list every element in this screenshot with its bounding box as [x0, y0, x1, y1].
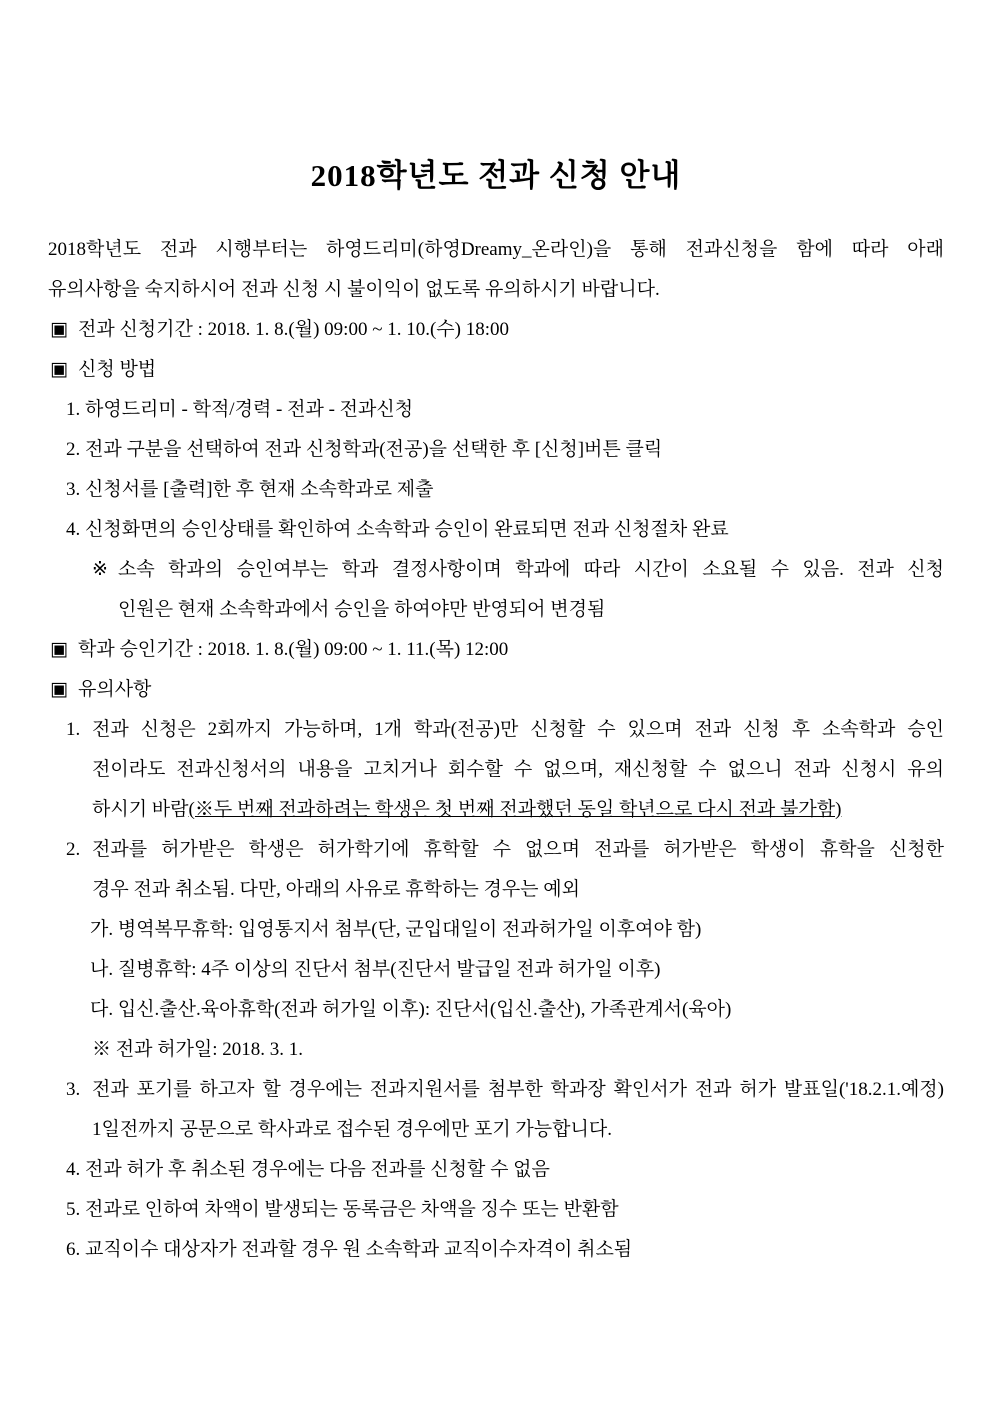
- method-heading: ▣ 신청 방법: [50, 359, 157, 380]
- method-item: 4. 신청화면의 승인상태를 확인하여 소속학과 승인이 완료되면 전과 신청절차 완료: [66, 519, 729, 540]
- caution-number: 3.: [66, 1079, 81, 1100]
- caution-number: 2.: [66, 839, 81, 860]
- intro-line: 2018학년도 전과 시행부터는 하영드리미(하영Dreamy_온라인)을 통해 전과신청을 함에 따라 아래: [48, 239, 944, 260]
- bullet-square-icon: ▣: [50, 679, 68, 700]
- approval-period: ▣ 학과 승인기간 : 2018. 1. 8.(월) 09:00 ~ 1. 11.(목) 12:00: [50, 639, 509, 660]
- caution-line: 전과 포기를 하고자 할 경우에는 전과지원서를 첨부한 학과장 확인서가 전과 허가 발표일('18.2.1.예정): [92, 1079, 944, 1100]
- caution-line: 경우 전과 취소됨. 다만, 아래의 사유로 휴학하는 경우는 예외: [92, 879, 580, 900]
- caution-line: 전이라도 전과신청서의 내용을 고치거나 회수할 수 없으며, 재신청할 수 없으니 전과 신청시 유의: [92, 759, 944, 780]
- caution-line: 전과 신청은 2회까지 가능하며, 1개 학과(전공)만 신청할 수 있으며 전과 신청 후 소속학과 승인: [92, 719, 944, 740]
- method-item: 3. 신청서를 [출력]한 후 현재 소속학과로 제출: [66, 479, 434, 500]
- intro-line: 유의사항을 숙지하시어 전과 신청 시 불이익이 없도록 유의하시기 바랍니다.: [48, 279, 660, 300]
- caution-subitem: ※ 전과 허가일: 2018. 3. 1.: [92, 1039, 304, 1060]
- caution-subitem: 나. 질병휴학: 4주 이상의 진단서 첨부(진단서 발급일 전과 허가일 이후): [90, 959, 661, 980]
- caution-subitem: 다. 입신.출산.육아휴학(전과 허가일 이후): 진단서(입신.출산), 가족관계서(육아): [90, 999, 732, 1020]
- method-note-line: 소속 학과의 승인여부는 학과 결정사항이며 학과에 따라 시간이 소요될 수 있음. 전과 신청: [118, 559, 944, 580]
- method-note-line: 인원은 현재 소속학과에서 승인을 하여야만 반영되어 변경됨: [118, 599, 606, 620]
- application-period-text: 전과 신청기간 : 2018. 1. 8.(월) 09:00 ~ 1. 10.(수) 18:00: [78, 319, 510, 340]
- application-period: [50, 315, 950, 345]
- caution-item: 4. 전과 허가 후 취소된 경우에는 다음 전과를 신청할 수 없음: [66, 1159, 550, 1180]
- underlined-note: (※두 번째 전과하려는 학생은 첫 번째 전과했던 동일 학년으로 다시 전과 불가함): [188, 799, 842, 820]
- caution-line: 1일전까지 공문으로 학사과로 접수된 경우에만 포기 가능합니다.: [92, 1119, 612, 1140]
- cautions-heading: ▣ 유의사항: [50, 679, 152, 700]
- caution-line: 전과를 허가받은 학생은 허가학기에 휴학할 수 없으며 전과를 허가받은 학생이 휴학을 신청한: [92, 839, 944, 860]
- caution-line: 하시기 바람(※두 번째 전과하려는 학생은 첫 번째 전과했던 동일 학년으로 다시 전과 불가함): [92, 799, 842, 820]
- method-item: 2. 전과 구분을 선택하여 전과 신청학과(전공)을 선택한 후 [신청]버튼 클릭: [66, 439, 663, 460]
- caution-item: 5. 전과로 인하여 차액이 발생되는 동록금은 차액을 징수 또는 반환함: [66, 1199, 619, 1220]
- method-item: 1. 하영드리미 - 학적/경력 - 전과 - 전과신청: [66, 399, 414, 420]
- caution-number: 1.: [66, 719, 81, 740]
- bullet-square-icon: ▣: [50, 639, 68, 660]
- bullet-square-icon: ▣: [50, 319, 68, 340]
- note-mark-icon: ※: [92, 559, 108, 580]
- bullet-square-icon: ▣: [50, 359, 68, 380]
- caution-item: 6. 교직이수 대상자가 전과할 경우 원 소속학과 교직이수자격이 취소됨: [66, 1239, 633, 1260]
- caution-subitem: 가. 병역복무휴학: 입영통지서 첨부(단, 군입대일이 전과허가일 이후여야 함): [90, 919, 702, 940]
- document-title: 2018학년도 전과 신청 안내: [310, 158, 682, 193]
